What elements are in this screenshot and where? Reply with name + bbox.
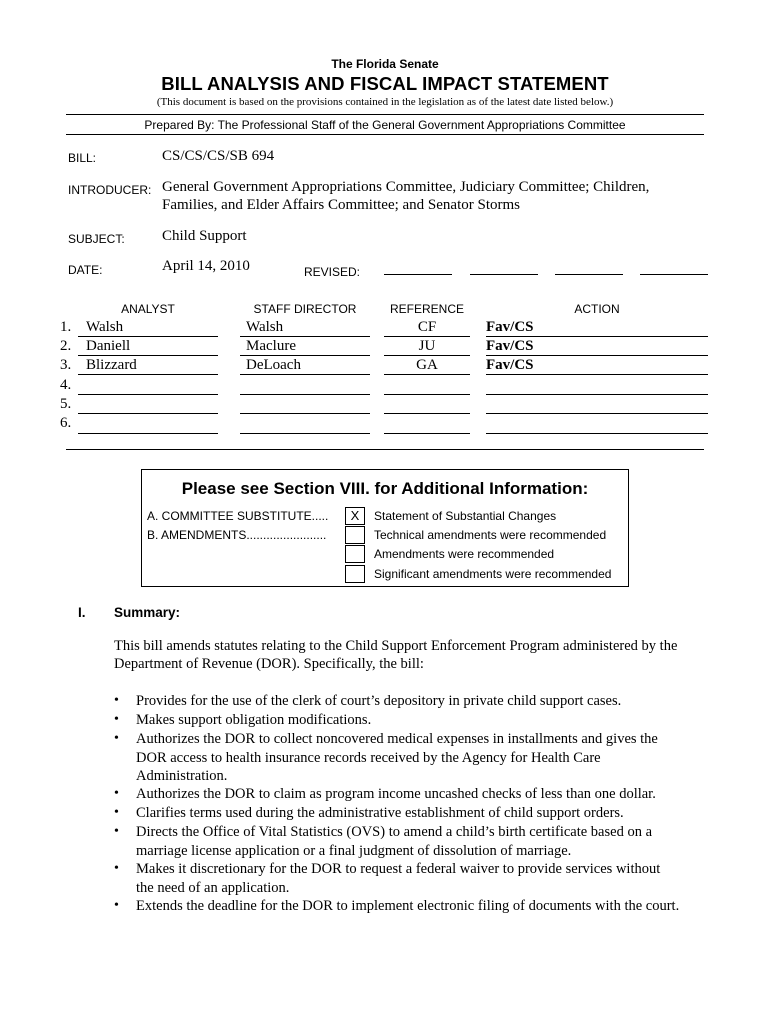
technical-amendments-label: Technical amendments were recommended xyxy=(374,528,607,542)
bullet-glyph: • xyxy=(114,861,119,876)
amendments-label: B. AMENDMENTS........................ xyxy=(147,528,327,542)
list-item: Provides for the use of the clerk of court’s depository in private child support cases. xyxy=(136,693,622,709)
divider-prepared xyxy=(66,134,704,135)
info-box-title: Please see Section VIII. for Additional Information: xyxy=(181,479,589,498)
list-item: Directs the Office of Vital Statistics (OVS) to amend a child’s birth certificate based on a marriage license application or a final judgment of dissolution of marriage. xyxy=(136,824,653,859)
document-note: (This document is based on the provisions contained in the legislation as of the latest date listed below.) xyxy=(156,96,614,108)
introducer-line-2: Families, and Elder Affairs Committee; and Senator Storms xyxy=(162,197,521,213)
reference-cell: GA xyxy=(416,357,438,373)
introducer-label: INTRODUCER: xyxy=(68,183,152,197)
amendments-recommended-checkbox[interactable] xyxy=(345,545,365,563)
list-item: Makes support obligation modifications. xyxy=(136,712,372,728)
bullet-glyph: • xyxy=(114,805,119,820)
analyst-cell: Daniell xyxy=(86,338,131,354)
revised-line-3 xyxy=(555,274,623,275)
header-reference: REFERENCE xyxy=(389,302,464,316)
substantial-changes-checkbox[interactable]: X xyxy=(345,507,365,525)
bill-label: BILL: xyxy=(68,151,97,165)
bullet-glyph: • xyxy=(114,824,119,839)
header-action: ACTION xyxy=(574,302,620,316)
significant-amendments-label: Significant amendments were recommended xyxy=(374,567,612,581)
subject-value: Child Support xyxy=(162,228,247,244)
bullet-glyph: • xyxy=(114,731,119,746)
row-number: 6. xyxy=(60,415,72,431)
summary-intro-line-1: This bill amends statutes relating to the Child Support Enforcement Program administered by the xyxy=(114,638,678,654)
row-number: 5. xyxy=(60,396,72,412)
list-item: Clarifies terms used during the administrative establishment of child support orders. xyxy=(136,805,624,821)
committee-substitute-label: A. COMMITTEE SUBSTITUTE..... xyxy=(147,509,329,523)
substantial-changes-label: Statement of Substantial Changes xyxy=(374,509,557,523)
action-cell: Fav/CS xyxy=(486,338,534,354)
summary-intro-line-2: Department of Revenue (DOR). Specifically, the bill: xyxy=(114,656,424,672)
subject-label: SUBJECT: xyxy=(68,232,125,246)
row-number: 1. xyxy=(60,319,72,335)
action-cell: Fav/CS xyxy=(486,357,534,373)
senate-name: The Florida Senate xyxy=(331,57,439,71)
revised-line-1 xyxy=(384,274,452,275)
date-value: April 14, 2010 xyxy=(162,258,250,274)
introducer-line-1: General Government Appropriations Committee, Judiciary Committee; Children, xyxy=(162,179,650,195)
revised-line-4 xyxy=(640,274,708,275)
header-staff-director: STAFF DIRECTOR xyxy=(253,302,357,316)
divider-table xyxy=(66,449,704,450)
list-item: Authorizes the DOR to collect noncovered medical expenses in installments and gives the DOR access to health insurance records received by the Agency for Health Care Administration. xyxy=(136,731,658,784)
director-cell: DeLoach xyxy=(246,357,301,373)
list-item: Authorizes the DOR to claim as program income uncashed checks of less than one dollar. xyxy=(136,786,656,802)
bullet-glyph: • xyxy=(114,898,119,913)
bullet-glyph: • xyxy=(114,693,119,708)
divider-top xyxy=(66,114,704,115)
revised-label: REVISED: xyxy=(304,265,361,279)
bullet-glyph: • xyxy=(114,786,119,801)
reference-cell: JU xyxy=(418,338,436,354)
summary-heading: Summary: xyxy=(114,605,181,620)
action-cell: Fav/CS xyxy=(486,319,534,335)
bill-value: CS/CS/CS/SB 694 xyxy=(162,148,275,164)
revised-line-2 xyxy=(470,274,538,275)
analyst-cell: Walsh xyxy=(86,319,124,335)
amendments-recommended-label: Amendments were recommended xyxy=(374,547,555,561)
prepared-by: Prepared By: The Professional Staff of the General Government Appropriations Committee xyxy=(144,118,626,132)
bullet-glyph: • xyxy=(114,712,119,727)
analyst-cell: Blizzard xyxy=(86,357,137,373)
section-numeral: I. xyxy=(78,605,86,620)
date-label: DATE: xyxy=(68,263,103,277)
row-number: 2. xyxy=(60,338,72,354)
row-number: 3. xyxy=(60,357,72,373)
director-cell: Walsh xyxy=(246,319,284,335)
list-item: Makes it discretionary for the DOR to request a federal waiver to provide services without the need of an application. xyxy=(136,861,661,896)
technical-amendments-checkbox[interactable] xyxy=(345,526,365,544)
header-analyst: ANALYST xyxy=(121,302,175,316)
list-item: Extends the deadline for the DOR to implement electronic filing of documents with the court. xyxy=(136,898,680,914)
document-title: BILL ANALYSIS AND FISCAL IMPACT STATEMENT xyxy=(161,73,609,94)
reference-cell: CF xyxy=(417,319,437,335)
row-number: 4. xyxy=(60,377,72,393)
director-cell: Maclure xyxy=(246,338,296,354)
significant-amendments-checkbox[interactable] xyxy=(345,565,365,583)
